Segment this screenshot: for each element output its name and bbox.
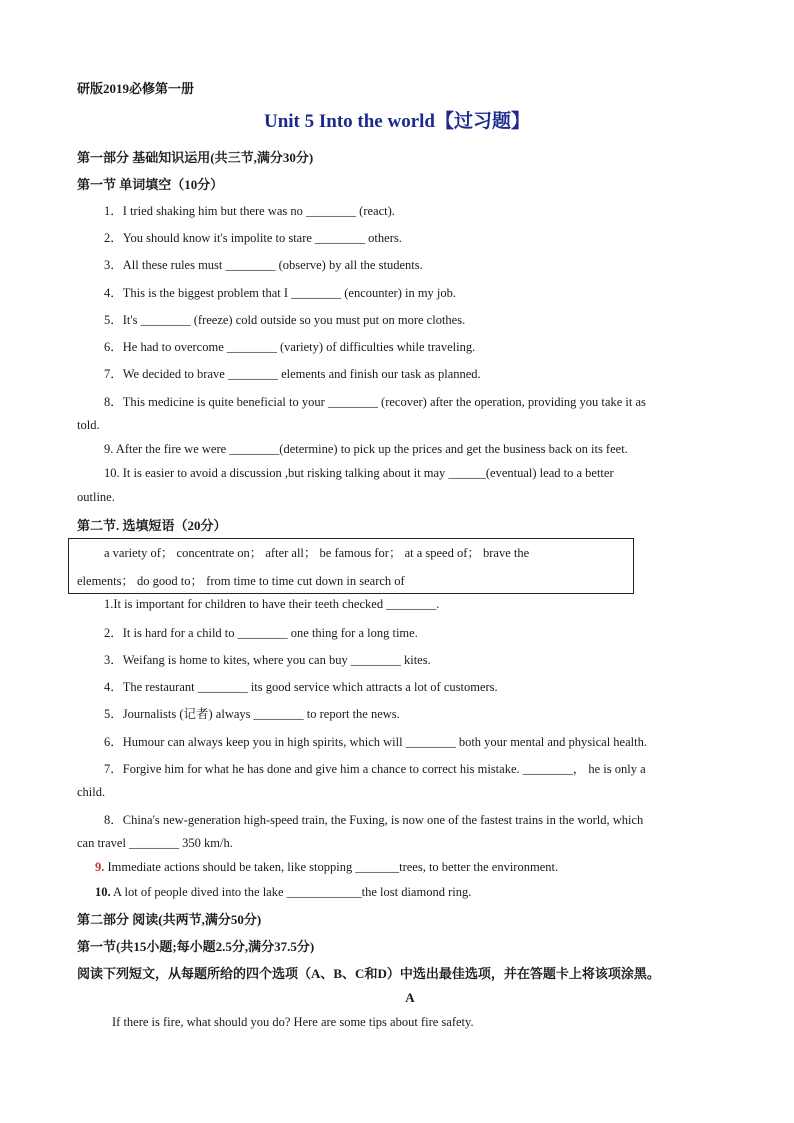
- question-item: 10. It is easier to avoid a discussion ,but risking talking about it may ______(eventual) lead to a better: [104, 466, 614, 480]
- question-item: 6．He had to overcome ________ (variety) of difficulties while traveling.: [104, 340, 476, 354]
- part2-heading: 第二部分 阅读(共两节,满分50分): [77, 912, 262, 927]
- section1-heading: 第一节 单词填空（10分）: [77, 177, 224, 192]
- question-item-continuation: child.: [77, 785, 106, 799]
- question-item: 8．China's new-generation high-speed train, the Fuxing, is now one of the fastest trains in the world, which: [104, 813, 644, 827]
- page-title: Unit 5 Into the world【过习题】: [263, 111, 530, 132]
- phrase-box-line: elements； do good to； from time to time cut down in search of: [77, 574, 405, 588]
- question-item: 7．Forgive him for what he has done and give him a chance to correct his mistake. ________， he is only a: [104, 762, 646, 776]
- part2-section1-heading: 第一节(共15小题;每小题2.5分,满分37.5分): [77, 939, 315, 954]
- question-item-continuation: told.: [77, 418, 100, 432]
- question-item: 3．All these rules must ________ (observe) by all the students.: [104, 258, 423, 272]
- textbook-header: 研版2019必修第一册: [77, 81, 195, 96]
- question-item: [95, 860, 558, 875]
- question-item: 1.It is important for children to have their teeth checked ________.: [104, 597, 440, 611]
- reading-instruction: 阅读下列短文，从每题所给的四个选项（A、B、C和D）中选出最佳选项，并在答题卡上将该项涂黑。: [77, 966, 660, 981]
- passage-label: A: [405, 990, 415, 1005]
- question-item: 3．Weifang is home to kites, where you can buy ________ kites.: [104, 653, 431, 667]
- question-number: 10.: [95, 885, 111, 899]
- part1-heading: 第一部分 基础知识运用(共三节,满分30分): [77, 150, 314, 165]
- question-item: 9. After the fire we were ________(determine) to pick up the prices and get the business back on its feet.: [104, 442, 628, 456]
- question-item: 8．This medicine is quite beneficial to your ________ (recover) after the operation, providing you take it as: [104, 395, 646, 409]
- question-item: 2．You should know it's impolite to stare ________ others.: [104, 231, 402, 245]
- question-item: [95, 885, 471, 900]
- question-item: 1．I tried shaking him but there was no ________ (react).: [104, 204, 395, 218]
- section2-heading: 第二节. 选填短语（20分）: [77, 518, 227, 533]
- question-item: 4．This is the biggest problem that I ________ (encounter) in my job.: [104, 286, 457, 300]
- phrase-box-line: a variety of； concentrate on； after all； be famous for； at a speed of； brave the: [104, 546, 530, 560]
- passage-text: If there is fire, what should you do? Here are some tips about fire safety.: [112, 1015, 474, 1029]
- question-item: 7．We decided to brave ________ elements and finish our task as planned.: [104, 367, 481, 381]
- question-text: A lot of people dived into the lake ____________the lost diamond ring.: [110, 885, 472, 899]
- question-item: 5．It's ________ (freeze) cold outside so you must put on more clothes.: [104, 313, 466, 327]
- question-number: 9.: [95, 860, 105, 874]
- question-item: 4．The restaurant ________ its good service which attracts a lot of customers.: [104, 680, 498, 694]
- question-item-continuation: can travel ________ 350 km/h.: [77, 836, 233, 850]
- question-item-continuation: outline.: [77, 490, 115, 504]
- question-item: 6．Humour can always keep you in high spirits, which will ________ both your mental and physical health.: [104, 735, 647, 749]
- question-item: 2．It is hard for a child to ________ one thing for a long time.: [104, 626, 418, 640]
- question-item: 5．Journalists (记者) always ________ to report the news.: [104, 707, 400, 721]
- question-text: Immediate actions should be taken, like stopping _______trees, to better the environment.: [104, 860, 559, 874]
